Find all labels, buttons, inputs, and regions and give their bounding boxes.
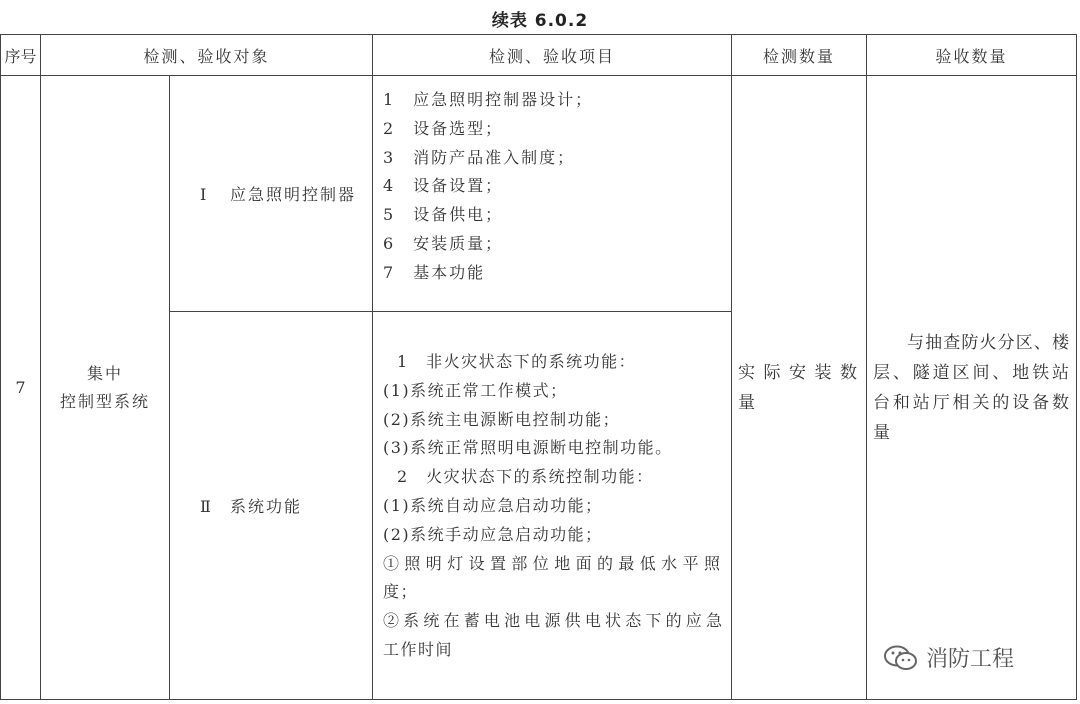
accept-qty-cell (867, 76, 1077, 700)
list-item: 1 应急照明控制器设计； (383, 90, 594, 109)
header-seq: 序号 (1, 35, 41, 76)
list-item: (2)系统主电源断电控制功能； (383, 409, 621, 429)
list-item: 度； (383, 582, 419, 602)
header-object: 检测、验收对象 (41, 35, 373, 76)
watermark (878, 640, 1020, 675)
header-row (1, 35, 1077, 76)
list-item: (1)系统自动应急启动功能； (383, 495, 603, 515)
list-item: (3)系统正常照明电源断电控制功能。 (383, 438, 673, 458)
sub-object-2-name: 系统功能 (230, 497, 303, 516)
list-item: (1)系统正常工作模式； (383, 380, 568, 400)
header-accept-qty: 验收数量 (867, 35, 1077, 76)
acceptance-table (0, 34, 1077, 700)
list-item: 工作时间 (383, 639, 454, 659)
table-row (1, 76, 1077, 312)
seq-cell: 7 (1, 76, 41, 700)
category-line2: 控制型系统 (59, 391, 150, 411)
accept-qty-text: 与抽查防火分区、楼层、隧道区间、地铁站台和站厅相关的设备数量 (873, 332, 1070, 443)
list-item: 7 基本功能 (383, 262, 486, 282)
list-item: 3 消防产品准入制度； (383, 147, 576, 167)
header-check-qty: 检测数量 (732, 35, 867, 76)
sub-object-1-roman: Ⅰ (200, 185, 209, 204)
wechat-icon (884, 645, 918, 671)
items-list-1 (373, 76, 732, 312)
sub-object-1 (170, 76, 373, 312)
category-line1: 集中 (86, 363, 123, 383)
check-qty-line1: 实际安装数 (738, 362, 860, 383)
items-list-2 (373, 312, 732, 700)
check-qty-line2: 量 (738, 392, 755, 413)
table-caption: 续表 6.0.2 (491, 11, 589, 31)
list-item: 4 设备设置； (383, 176, 504, 196)
category-cell (41, 76, 170, 700)
list-item: 6 安装质量； (383, 233, 504, 253)
header-item: 检测、验收项目 (373, 35, 732, 76)
list-item: 2 火灾状态下的系统控制功能： (397, 467, 654, 487)
check-qty-cell (732, 76, 867, 700)
sub-object-2 (170, 312, 373, 700)
list-item: ②系统在蓄电池电源供电状态下的应急 (383, 611, 723, 631)
list-item: ①照明灯设置部位地面的最低水平照 (383, 553, 723, 573)
list-item: 5 设备供电； (383, 205, 504, 225)
list-item: 1 非火灾状态下的系统功能： (397, 352, 637, 371)
sub-object-1-name: 应急照明控制器 (230, 185, 357, 204)
list-item: 2 设备选型； (383, 118, 504, 138)
list-item: (2)系统手动应急启动功能； (383, 524, 603, 544)
watermark-text: 消防工程 (926, 647, 1015, 672)
sub-object-2-roman: Ⅱ (200, 497, 213, 516)
